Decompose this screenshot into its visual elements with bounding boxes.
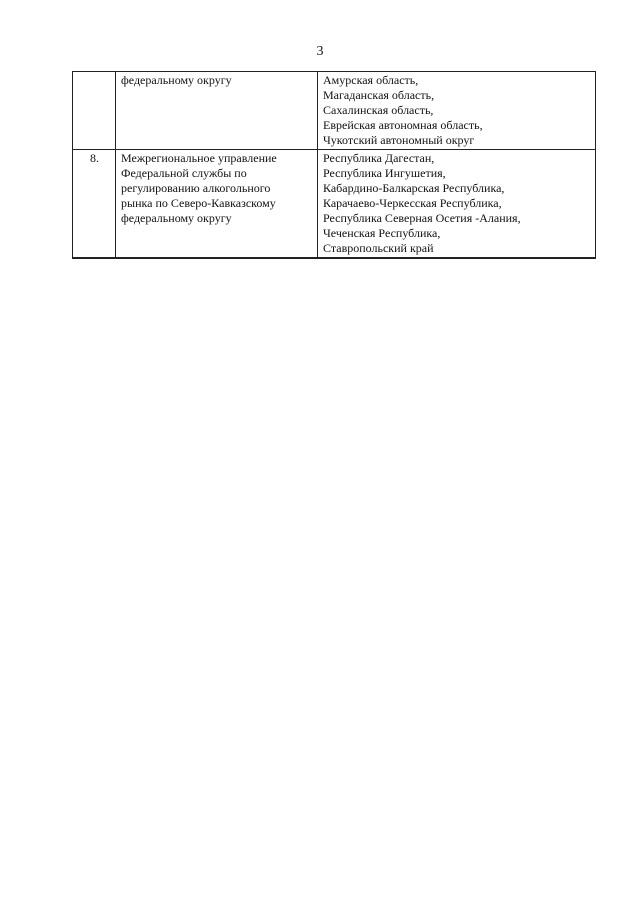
region-line: Чукотский автономный округ bbox=[323, 133, 475, 147]
table-row bbox=[73, 72, 596, 150]
region-line: Чеченская Республика, bbox=[323, 226, 441, 240]
authority-line: регулированию алкогольного bbox=[121, 181, 271, 195]
authority-line: федеральному округу bbox=[121, 73, 232, 87]
region-line: Республика Ингушетия, bbox=[323, 166, 446, 180]
region-line: Кабардино-Балкарская Республика, bbox=[323, 181, 505, 195]
authority-cell bbox=[116, 150, 318, 259]
authority-line: рынка по Северо-Кавказскому bbox=[121, 196, 276, 210]
table-row bbox=[73, 150, 596, 259]
regions-table bbox=[72, 71, 596, 259]
regions-table-body bbox=[73, 72, 596, 259]
regions-cell bbox=[318, 150, 596, 259]
authority-line: Межрегиональное управление bbox=[121, 151, 277, 165]
region-line: Сахалинская область, bbox=[323, 103, 434, 117]
authority-line: федеральному округу bbox=[121, 211, 232, 225]
region-line: Республика Северная Осетия -Алания, bbox=[323, 211, 521, 225]
region-line: Амурская область, bbox=[323, 73, 419, 87]
region-line: Еврейская автономная область, bbox=[323, 118, 483, 132]
regions-cell bbox=[318, 72, 596, 150]
row-number-cell bbox=[73, 72, 116, 150]
region-line: Республика Дагестан, bbox=[323, 151, 435, 165]
region-line: Карачаево-Черкесская Республика, bbox=[323, 196, 502, 210]
row-number-cell: 8. bbox=[73, 150, 116, 259]
authority-line: Федеральной службы по bbox=[121, 166, 247, 180]
region-line: Ставропольский край bbox=[323, 241, 434, 255]
region-line: Магаданская область, bbox=[323, 88, 435, 102]
authority-cell bbox=[116, 72, 318, 150]
page-number: 3 bbox=[316, 44, 324, 59]
